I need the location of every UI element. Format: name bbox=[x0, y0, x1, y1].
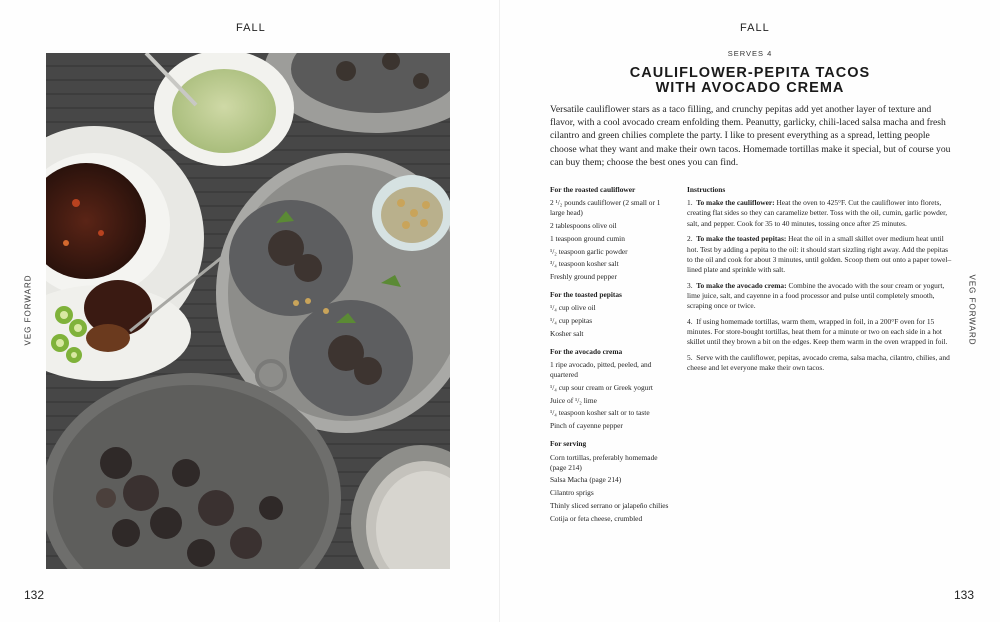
ingredient-group bbox=[550, 185, 672, 282]
recipe-title bbox=[500, 66, 1000, 96]
ingredient-group-heading: For the avocado crema bbox=[550, 346, 623, 356]
instructions-column bbox=[687, 185, 953, 379]
page-number-right: 133 bbox=[953, 588, 974, 602]
ingredient-item: 1 teaspoon ground cumin bbox=[550, 233, 625, 243]
ingredient-item: ¹/₄ cup olive oil bbox=[550, 303, 596, 313]
side-label-left: VEG FORWARD bbox=[23, 274, 33, 346]
step-text: Heat the oven to 425°F. Cut the cauliflower into florets, creating flat sides so they can caramelize better. Toss with the oil, cumin, garlic powder, salt, and pepper. Cook for 35 to 40 minutes, tossing once after 25 minutes. bbox=[687, 198, 948, 228]
ingredient-item: ³/₄ teaspoon kosher salt bbox=[550, 259, 619, 269]
step-number: 3. bbox=[687, 280, 693, 290]
page-number-left: 132 bbox=[24, 588, 45, 602]
ingredient-group bbox=[550, 290, 672, 339]
ingredient-group-heading: For serving bbox=[550, 439, 587, 449]
instruction-step bbox=[687, 353, 953, 373]
recipe-title-line-2: WITH AVOCADO CREMA bbox=[655, 80, 845, 96]
serves-label: SERVES 4 bbox=[727, 49, 773, 58]
instruction-step bbox=[687, 234, 953, 275]
ingredient-item: ¹/₂ teaspoon garlic powder bbox=[550, 246, 628, 256]
ingredient-group-heading: For the roasted cauliflower bbox=[550, 185, 636, 194]
step-text: Serve with the cauliflower, pepitas, avocado crema, salsa macha, cilantro, chilies, and cheese and let everyone make their own tacos. bbox=[687, 352, 950, 373]
pepita-bowl bbox=[372, 175, 450, 251]
step-lead: To make the toasted pepitas: bbox=[696, 234, 787, 244]
ingredient-item: 2 ¹/₂ pounds cauliflower (2 small or 1 large head) bbox=[550, 198, 661, 218]
ingredient-item: Cotija or feta cheese, crumbled bbox=[550, 513, 643, 523]
ingredient-item: Freshly ground pepper bbox=[550, 271, 617, 281]
ingredient-item: ¹/₄ teaspoon kosher salt or to taste bbox=[550, 408, 650, 418]
ingredient-item: Salsa Macha (page 214) bbox=[550, 475, 622, 485]
ingredient-item: ¹/₄ cup pepitas bbox=[550, 316, 593, 326]
running-head-left: FALL bbox=[236, 22, 266, 34]
step-text: Combine the avocado with the sour cream or yogurt, lime juice, salt, and cayenne in a food processor and pulse until completely smooth, scraping once or twice. bbox=[687, 280, 945, 311]
right-page bbox=[500, 0, 1000, 622]
ingredient-group bbox=[550, 439, 672, 523]
ingredient-item: Cilantro sprigs bbox=[550, 488, 594, 498]
ingredient-item: Juice of ¹/₂ lime bbox=[550, 395, 597, 405]
ingredient-item: 1 ripe avocado, pitted, peeled, and quartered bbox=[550, 360, 652, 380]
ingredient-group bbox=[550, 347, 672, 431]
ingredient-item: ¹/₄ cup sour cream or Greek yogurt bbox=[550, 383, 653, 393]
ingredient-item: Pinch of cayenne pepper bbox=[550, 421, 623, 431]
step-text: Heat the oil in a small skillet over medium heat until hot. Test by adding a pepita to the oil: it should start sizzling right away. Add the pepitas to the oil and cook for about 3 minutes, until golden. Scoop them out onto a paper towel–lined plate and sprinkle with salt. bbox=[687, 234, 952, 274]
ingredient-item: 2 tablespoons olive oil bbox=[550, 221, 617, 231]
ingredient-group-heading: For the toasted pepitas bbox=[550, 290, 622, 300]
recipe-intro: Versatile cauliflower stars as a taco filling, and crunchy pepitas add yet another layer of texture and flavor, with a cool avocado cream enfolding them. Peanutty, garlicky, chili-laced salsa macha and fresh cilantro and green chilies complete the party. I like to present everything as a spread, letting people choose what they want and make their own tacos. Homemade tortillas make it special, but of course you can buy them; choose the best ones you can find. bbox=[550, 104, 951, 168]
step-number: 1. bbox=[687, 198, 693, 208]
step-number: 2. bbox=[687, 234, 693, 244]
instruction-step bbox=[687, 281, 953, 312]
step-lead: To make the cauliflower: bbox=[696, 198, 775, 208]
side-label-right: VEG FORWARD bbox=[967, 274, 977, 346]
ingredient-item: Kosher salt bbox=[550, 328, 584, 338]
step-number: 4. bbox=[687, 316, 693, 326]
instruction-step bbox=[687, 317, 953, 348]
recipe-title-line-1: CAULIFLOWER-PEPITA TACOS bbox=[629, 65, 871, 81]
ingredient-item: Thinly sliced serrano or jalapeño chilies bbox=[550, 500, 669, 510]
running-head-right: FALL bbox=[740, 22, 770, 34]
step-text: If using homemade tortillas, warm them, wrapped in foil, in a 200°F oven for 15 minutes. For store-bought tortillas, heat them for a minute or two on each side in a hot skillet until they brown a bit on the edges. Keep them warm in the oven wrapped in foil. bbox=[687, 316, 948, 347]
ingredients-column bbox=[550, 185, 672, 532]
step-number: 5. bbox=[687, 352, 693, 362]
step-lead: To make the avocado crema: bbox=[696, 280, 787, 290]
ingredient-item: Corn tortillas, preferably homemade (page 214) bbox=[550, 452, 658, 472]
instructions-heading: Instructions bbox=[687, 185, 726, 194]
instruction-step bbox=[687, 198, 953, 229]
food-photo bbox=[46, 53, 450, 569]
